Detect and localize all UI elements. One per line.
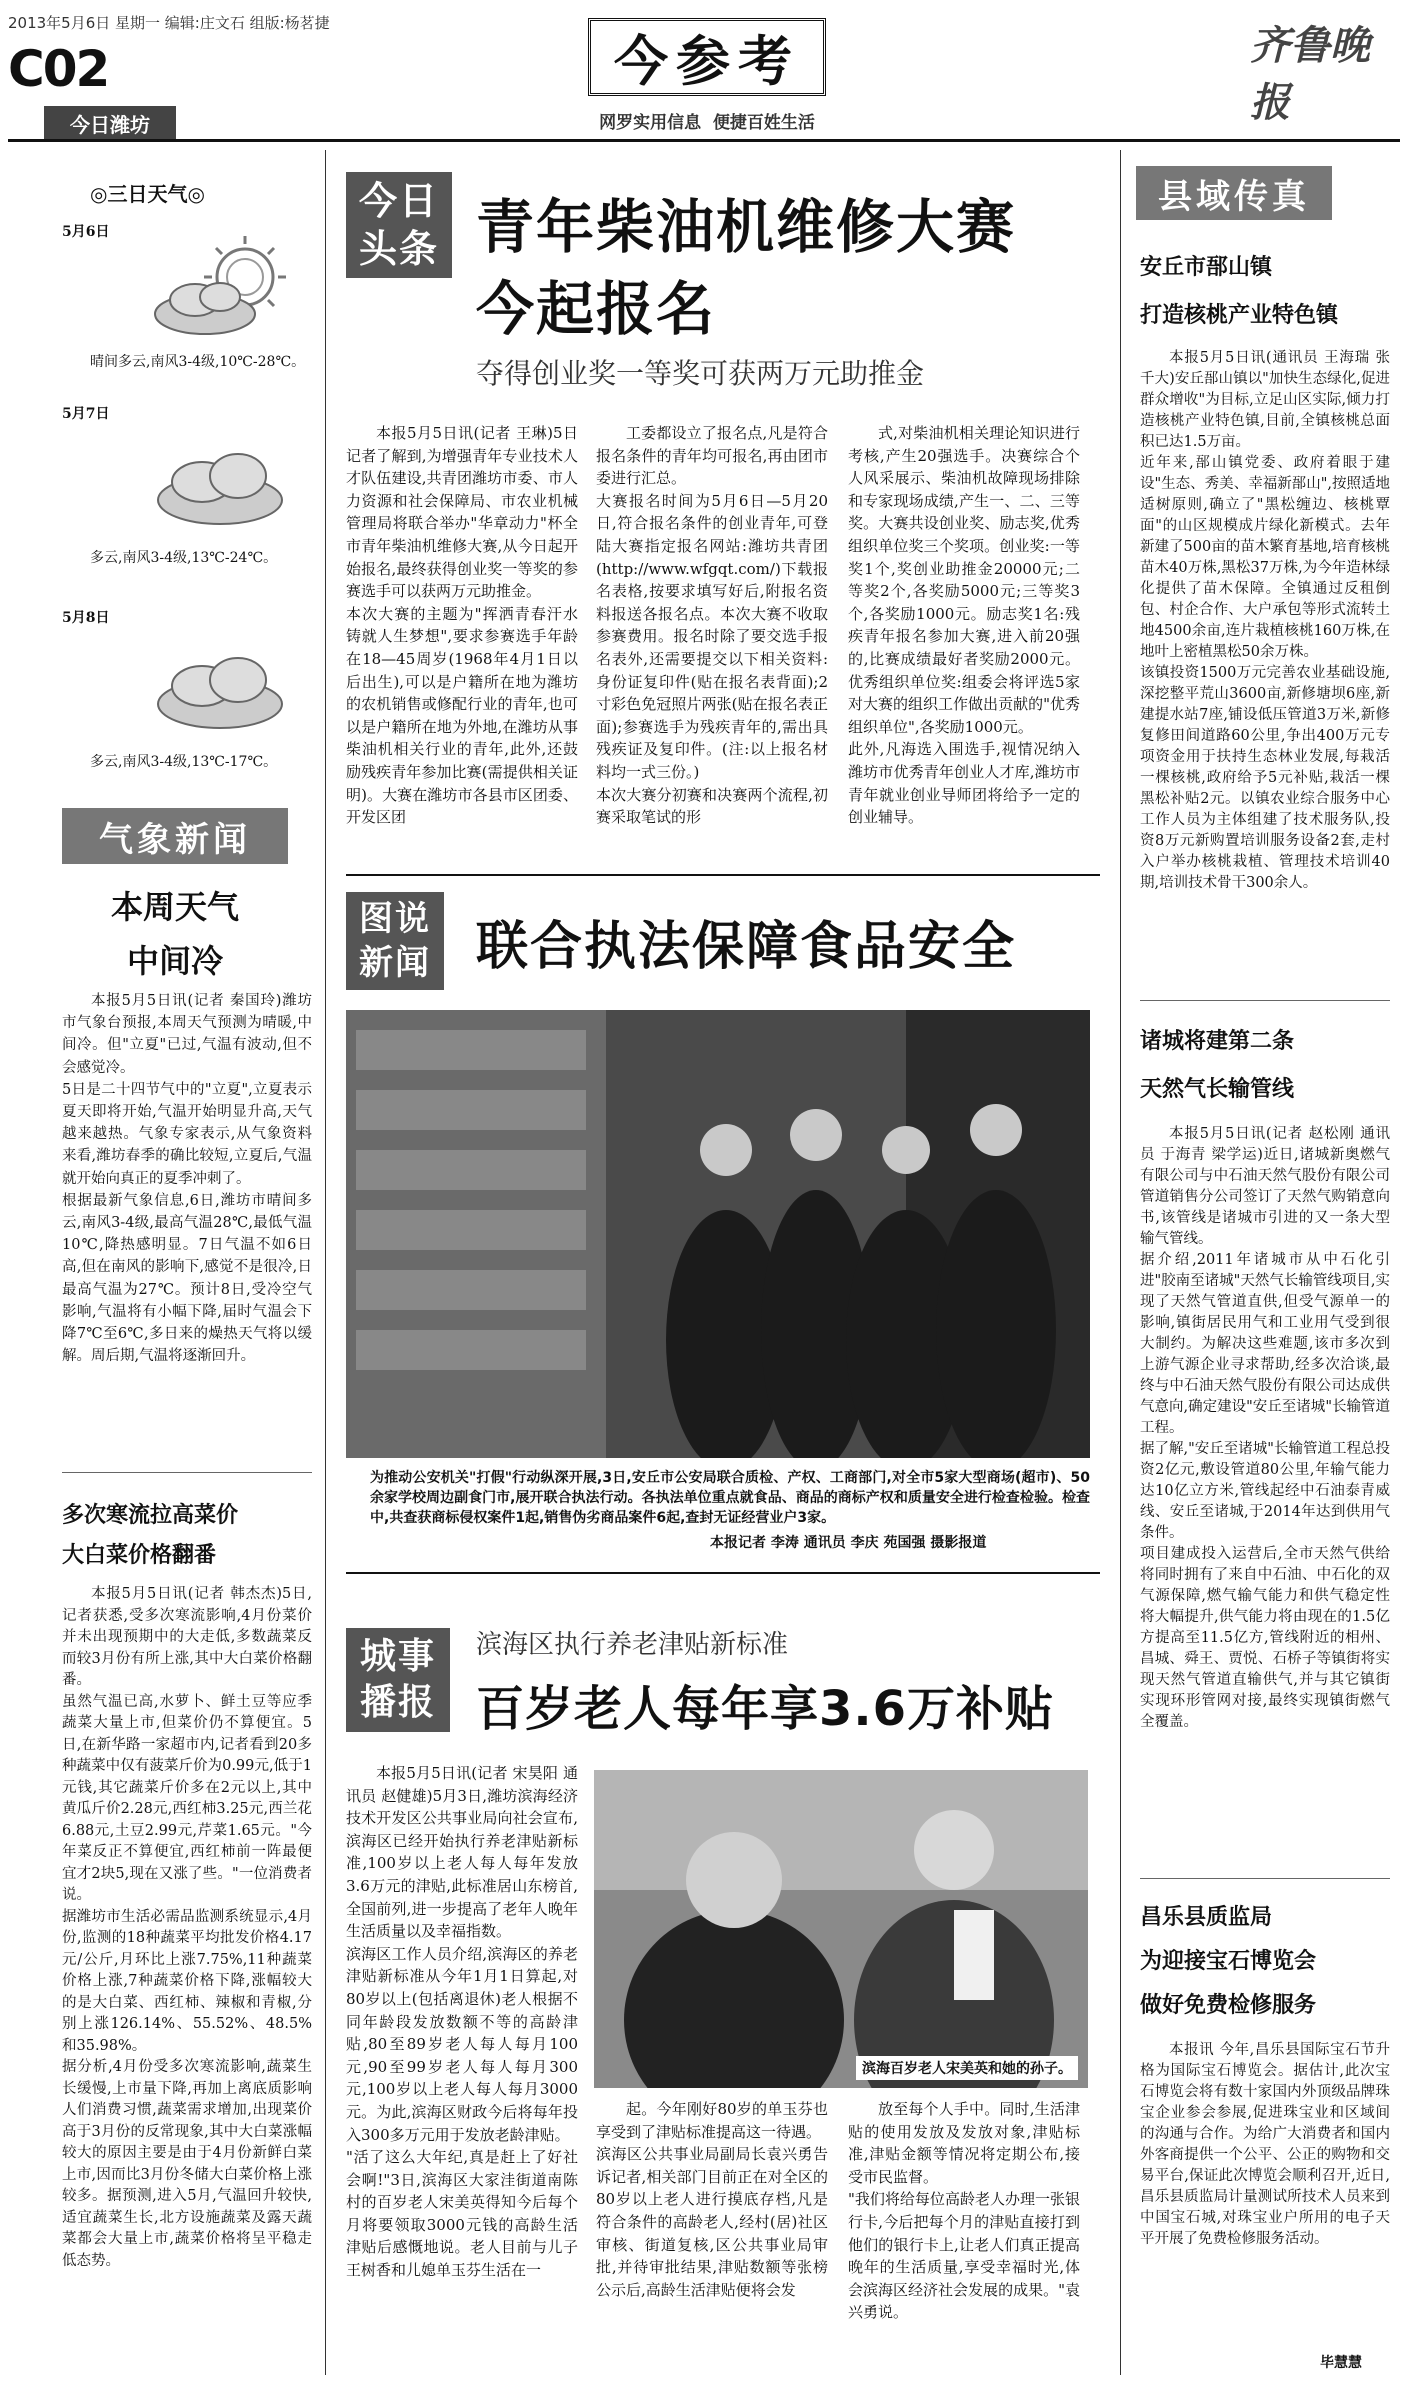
right-divider-1	[1140, 1000, 1390, 1001]
weather-news-headline-1: 本周天气	[110, 888, 239, 926]
lead-story-tag	[346, 172, 452, 278]
lead-body-col-2: 工委都设立了报名点,凡是符合报名条件的青年均可报名,再由团市委进行汇总。 大赛报名时间为5月6日—5月20日,符合报名条件的创业青年,可登陆大赛指定报名网站:潍坊共青团(http://www.wfgqt.com/)下载报名表格,按要求填写好后,附报名资料报送各报名点。本次大赛不收取参赛费用。报名时除了要交选手报名表外,还需要提交以下相关资料:身份证复印件(贴在报名表背面);2寸彩色免冠照片两张(贴在报名表正面);参赛选手为残疾青年的,需出具残疾证及复印件。(注:以上报名材料均一式三份。) 本次大赛分初赛和决赛两个流程,初赛采取笔试的形	[596, 424, 828, 827]
county-story-3-headline-1: 昌乐县质监局	[1140, 1905, 1273, 1930]
lead-subhead: 夺得创业奖一等奖可获两万元助推金	[476, 357, 925, 390]
center-divider-1	[346, 874, 1100, 876]
weather-title: ◎三日天气◎	[90, 182, 205, 206]
county-story-3-body: 本报讯 今年,昌乐县国际宝石节升格为国际宝石博览会。据估计,此次宝石博览会将有数十家国内外顶级品牌珠宝企业参会参展,促进珠宝业和区域间的沟通与合作。为给广大消费者和国内外客商提供一个公平、公正的购物和交易平台,保证此次博览会顺利召开,近日,昌乐县质监局计量测试所技术人员来到中国宝石城,对珠宝业户所用的电子天平开展了免费检修服务活动。	[1140, 2042, 1390, 2247]
law-enforcement-photo	[346, 1010, 1090, 1458]
county-story-2-headline-1: 诸城将建第二条	[1140, 1029, 1295, 1054]
photo-news-credit: 本报记者 李涛 通讯员 李庆 苑国强 摄影报道	[710, 1535, 987, 1551]
vegetable-headline-2: 大白菜价格翻番	[62, 1543, 217, 1568]
cloud-icon	[150, 432, 300, 532]
section-underline	[8, 139, 1400, 142]
county-story-2-body: 本报5月5日讯(记者 赵松刚 通讯员 于海青 梁学运)近日,诸城新奥燃气有限公司与中石油天然气股份有限公司管道销售分公司签订了天然气购销意向书,该管线是诸城市引进的又一条大型输气管线。 据介绍,2011年诸城市从中石化引进"胶南至诸城"天然气长输管线项目,实现了天然气管道直供,但受气源单一的影响,镇街居民用气和工业用气受到很大制约。为解决这些难题,该市多次到上游气源企业寻求帮助,经多次洽谈,最终与中石油天然气股份有限公司达成供气意向,确定建设"安丘至诸城"长输管道工程。 据了解,"安丘至诸城"长输管道工程总投资2亿元,敷设管道80公里,年输气能力达10亿立方米,管线起经中石油泰青威线、安丘至诸城,于2014年达到供用气条件。 项目建成投入运营后,全市天然气供给将同时拥有了来自中石油、中石化的双气源保障,燃气输气能力和供气稳定性将大幅提升,供气能力将由现在的1.5亿方提高至11.5亿方,管线附近的相州、昌城、舜王、贾悦、石桥子等镇街将实现天然气管道直输供气,并与其它镇街实现环形管网对接,最终实现镇街燃气全覆盖。	[1140, 1126, 1390, 1730]
left-divider	[62, 1472, 312, 1473]
lead-body-col-3: 式,对柴油机相关理论知识进行考核,产生20强选手。决赛综合个人风采展示、柴油机故障现场排除和专家现场成绩,产生一、二、三等奖。大赛共设创业奖、励志奖,优秀组织单位奖三个奖项。创业奖:一等奖1个,奖创业助推金20000元;二等奖2个,各奖励5000元;三等奖3个,各奖励1000元。励志奖1名:残疾青年报名参加大赛,进入前20强的,比赛成绩最好者奖励2000元。优秀组织单位奖:组委会将评选5家对大赛的组织工作做出贡献的"优秀组织单位",各奖励1000元。 此外,凡海选入围选手,视情况纳入潍坊市优秀青年创业人才库,潍坊市青年就业创业导师团将给予一定的创业辅导。	[848, 424, 1080, 827]
centenarian-photo	[594, 1770, 1088, 2088]
county-story-1-headline-1: 安丘市郚山镇	[1140, 255, 1273, 280]
weather-news-body: 本报5月5日讯(记者 秦国玲)潍坊市气象台预报,本周天气预测为晴暖,中间冷。但"立夏"已过,气温有波动,但不会感觉冷。 5日是二十四节气中的"立夏",立夏表示夏天即将开始,气温开始明显升高,天气越来越热。气象专家表示,从气象资料来看,潍坊春季的确比较短,立夏后,气温就开始向真正的夏季冲刺了。 根据最新气象信息,6日,潍坊市晴间多云,南风3-4级,最高气温28℃,最低气温10℃,降热感明显。7日气温不如6日高,但在南风的影响下,感觉不是很冷,日最高气温为27℃。预计8日,受冷空气影响,气温将有小幅下降,届时气温会下降7℃至6℃,多日来的燥热天气将以缓解。周后期,气温将逐渐回升。	[62, 993, 312, 1365]
column-title: 今参考	[614, 28, 800, 93]
county-story-1-headline-2: 打造核桃产业特色镇	[1140, 303, 1339, 328]
weather-day-1-date: 5月6日	[62, 224, 110, 240]
city-tag-line-2: 播报	[359, 1682, 436, 1723]
photo-tag-line-1: 图说	[359, 899, 431, 939]
cloud-icon	[150, 636, 300, 736]
lead-tag-line-1: 今日	[358, 179, 439, 223]
city-body-col-2: 起。今年刚好80岁的单玉芬也享受到了津贴标准提高这一待遇。 滨海区公共事业局副局长袁兴勇告诉记者,相关部门目前正在对全区的80岁以上老人进行摸底存档,凡是符合条件的高龄老人,经村(居)社区审核、街道复核,区公共事业局审批,并待审批结果,津贴数额等张榜公示后,高龄生活津贴便将会发	[596, 2100, 828, 2299]
weather-news-headline-2: 中间冷	[126, 942, 223, 980]
city-news-headline: 百岁老人每年享3.6万补贴	[476, 1681, 1055, 1737]
date-line: 2013年5月6日 星期一 编辑:庄文石 组版:杨茗捷	[8, 14, 330, 32]
county-news-box-title: 县域传真	[1136, 166, 1332, 220]
city-tag-line-1: 城事	[359, 1636, 436, 1677]
column-divider-left	[325, 150, 326, 2375]
section-label: 今日潍坊	[44, 106, 176, 140]
lead-headline-1: 青年柴油机维修大赛	[476, 193, 1017, 261]
weather-day-1-desc: 晴间多云,南风3-4级,10℃-28℃。	[90, 354, 306, 370]
right-divider-2	[1140, 1878, 1390, 1879]
county-story-3-headline-3: 做好免费检修服务	[1140, 1993, 1317, 2018]
weather-day-2-desc: 多云,南风3-4级,13℃-24℃。	[90, 550, 278, 566]
city-body-col-1: 本报5月5日讯(记者 宋昊阳 通讯员 赵健雄)5月3日,潍坊滨海经济技术开发区公共事业局向社会宣布,滨海区已经开始执行养老津贴新标准,100岁以上老人每人每年发放3.6万元的津贴,此标准居山东榜首,全国前列,进一步提高了老年人晚年生活质量以及幸福指数。 滨海区工作人员介绍,滨海区的养老津贴新标准从今年1月1日算起,对80岁以上(包括离退休)老人根据不同年龄段发放数额不等的高龄津贴,80至89岁老人每人每月100元,90至99岁老人每人每月300元,100岁以上老人每人每月3000元。为此,滨海区财政今后将每年投入300多万元用于发放老龄津贴。 "活了这么大年纪,真是赶上了好社会啊!"3日,滨海区大家洼街道南陈村的百岁老人宋美英得知今后每个月将要领取3000元钱的高龄生活津贴后感慨地说。老人目前与儿子王树香和儿媳单玉芬生活在一	[346, 1764, 578, 2280]
photo-news-headline: 联合执法保障食品安全	[476, 917, 1017, 977]
city-body-col-3: 放至每个人手中。同时,生活津贴的使用发放及发放对象,津贴标准,津贴金额等情况将定期公布,接受市民监督。 "我们将给每位高龄老人办理一张银行卡,今后把每个月的津贴直接打到他们的银行卡上,让老人们真正提高晚年的生活质量,享受幸福时光,体会滨海区经济社会发展的成果。"袁兴勇说。	[848, 2100, 1080, 2322]
county-story-1-body: 本报5月5日讯(通讯员 王海瑞 张千大)安丘郚山镇以"加快生态绿化,促进群众增收"为目标,立足山区实际,倾力打造核桃产业特色镇,目前,全镇核桃总面积已达1.5万亩。 近年来,郚山镇党委、政府着眼于建设"生态、秀美、幸福新郚山",按照适地适树原则,确立了"黑松缠边、核桃覃面"的山区规模成片绿化新模式。去年新建了500亩的苗木繁育基地,培育核桃苗木40万株,黑松37万株,为今年造林绿化提供了苗木保障。全镇通过反租倒包、村企合作、大户承包等形式流转土地4500余亩,连片栽植核桃160万株,在地叶上密植黑松50余万株。 该镇投资1500万元完善农业基础设施,深挖整平荒山3600亩,新修塘坝6座,新建提水站7座,铺设低压管道3万米,新修复修田间道路60公里,争出400万元专项资金用于扶持生态林业发展,每栽活一棵核桃,政府给予5元补贴,栽活一棵黑松补贴2元。以镇农业综合服务中心工作人员为主体组建了技术服务队,投资8万元新购置培训服务设备2套,走村入户举办核桃栽植、管理技术培训40期,培训技术骨干300余人。	[1140, 350, 1390, 891]
weather-day-2-date: 5月7日	[62, 406, 110, 422]
lead-headline-2: 今起报名	[476, 275, 717, 343]
lead-tag-line-2: 头条	[358, 227, 439, 271]
column-slogan: 网罗实用信息 便捷百姓生活	[599, 113, 815, 133]
vegetable-headline-1: 多次寒流拉高菜价	[62, 1503, 239, 1528]
column-title-box	[588, 18, 826, 96]
column-divider-right	[1120, 150, 1121, 2375]
city-news-kicker: 滨海区执行养老津贴新标准	[476, 1630, 789, 1660]
photo-tag-line-2: 新闻	[359, 943, 431, 983]
weather-day-3-desc: 多云,南风3-4级,13℃-17℃。	[90, 754, 278, 770]
city-news-tag	[346, 1628, 450, 1732]
newspaper-logo: 齐鲁晚报	[1250, 22, 1370, 126]
weather-news-box-title: 气象新闻	[62, 808, 288, 864]
weather-day-3-date: 5月8日	[62, 610, 110, 626]
photo-news-caption: 为推动公安机关"打假"行动纵深开展,3日,安丘市公安局联合质检、产权、工商部门,对全市5家大型商场(超市)、50余家学校周边副食门市,展开联合执法行动。各执法单位重点就食品、商品的商标产权和质量安全进行检查检验。检查中,共查获商标侵权案件1起,销售伪劣商品案件6起,查封无证经营业户3家。	[370, 1470, 1090, 1526]
vegetable-body: 本报5月5日讯(记者 韩杰杰)5日,记者获悉,受多次寒流影响,4月份菜价并未出现预期中的大走低,多数蔬菜反而较3月份有所上涨,其中大白菜价格翻番。 虽然气温已高,水萝卜、鲜土豆等应季蔬菜大量上市,但菜价仍不算便宜。5日,在新华路一家超市内,记者看到20多种蔬菜中仅有菠菜斤价为0.99元,低于1元钱,其它蔬菜斤价多在2元以上,其中黄瓜斤价2.28元,西红柿3.25元,西兰花6.88元,土豆2.99元,芹菜1.65元。"今年菜反正不算便宜,西红柿前一阵最便宜才2块5,现在又涨了些。"一位消费者说。 据潍坊市生活必需品监测系统显示,4月份,监测的18种蔬菜平均批发价格4.17元/公斤,月环比上涨7.75%,11种蔬菜价格上涨,7种蔬菜价格下降,涨幅较大的是大白菜、西红柿、辣椒和青椒,分别上涨126.14%、55.52%、48.5%和35.98%。 据分析,4月份受多次寒流影响,蔬菜生长缓慢,上市量下降,再加上离底质影响人们消费习惯,蔬菜需求增加,出现菜价高于3月份的反常现象,其中大白菜涨幅较大的原因主要是由于4月份新鲜白菜上市,因而比3月份冬储大白菜价格上涨较多。据预测,进入5月,气温回升较快,适宜蔬菜生长,北方设施蔬菜及露天蔬菜都会大量上市,蔬菜价格将呈平稳走低态势。	[62, 1586, 312, 2269]
county-story-3-headline-2: 为迎接宝石博览会	[1140, 1949, 1317, 1974]
lead-body-col-1: 本报5月5日讯(记者 王琳)5日记者了解到,为增强青年专业技术人才队伍建设,共青团潍坊市委、市人力资源和社会保障局、市农业机械管理局将联合举办"华章动力"杯全市青年柴油机维修大赛,从今日起开始报名,最终获得创业奖一等奖的参赛选手可以获两万元助推金。 本次大赛的主题为"挥洒青春汗水 铸就人生梦想",要求参赛选手年龄在18—45周岁(1968年4月1日以后出生),可以是户籍所在地为潍坊的农机销售或修配行业的青年,也可以是户籍所在地为外地,在潍坊从事柴油机相关行业的青年,此外,还鼓励残疾青年参加比赛(需提供相关证明)。大赛在潍坊市各县市区团委、开发区团	[346, 424, 578, 827]
county-story-2-headline-2: 天然气长输管线	[1140, 1077, 1295, 1102]
photo-news-tag	[346, 892, 444, 990]
sun-cloud-icon	[150, 232, 300, 344]
county-story-3-author: 毕慧慧	[1320, 2355, 1362, 2371]
centenarian-photo-caption: 滨海百岁老人宋美英和她的孙子。	[856, 2056, 1078, 2080]
page-code: C02	[8, 40, 109, 98]
center-divider-2	[346, 1572, 1100, 1574]
